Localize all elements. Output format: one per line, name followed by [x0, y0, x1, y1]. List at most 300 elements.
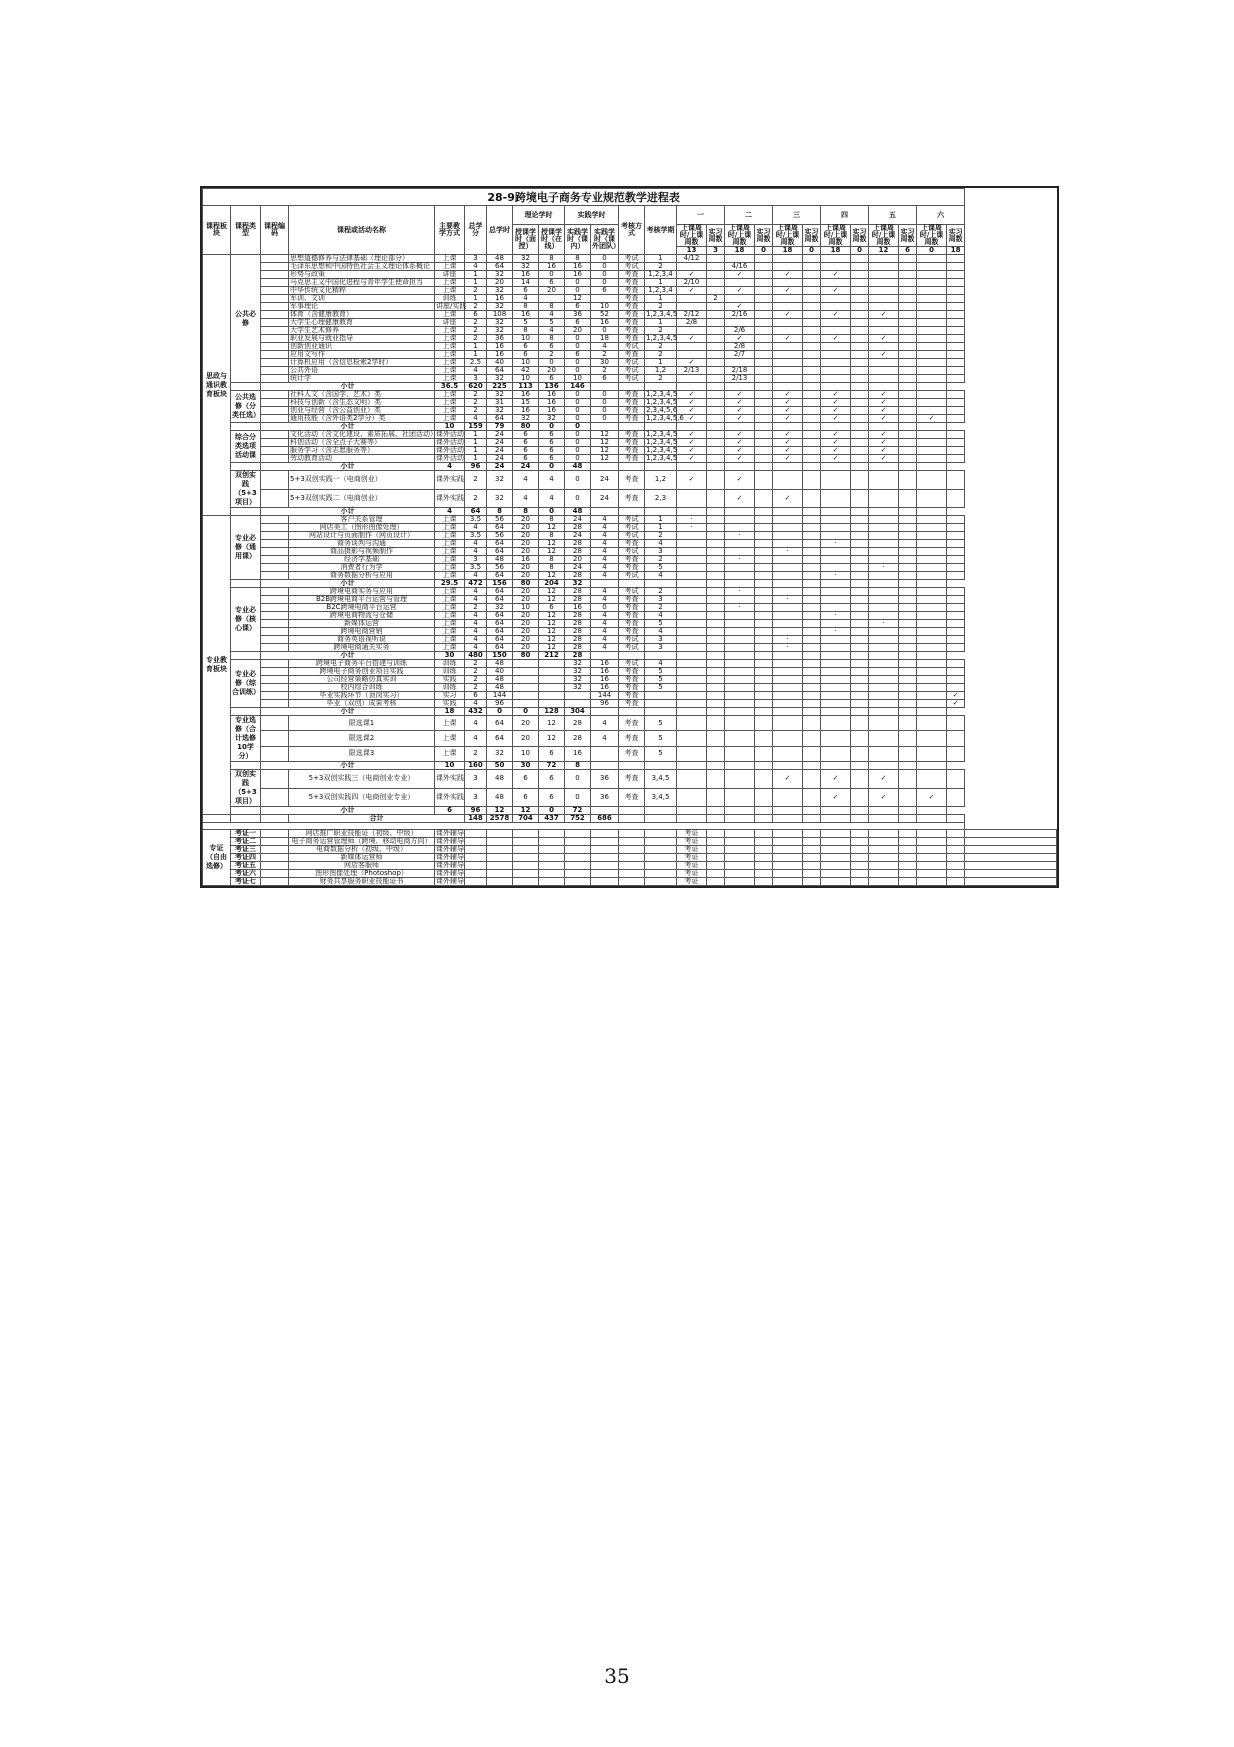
course-value: [851, 770, 869, 789]
course-value: [947, 303, 965, 311]
course-value: [821, 367, 851, 375]
course-value: [821, 548, 851, 556]
empty-cell: [707, 807, 725, 815]
header-intern-weeks: 实习周数: [755, 225, 773, 247]
course-value: 4: [591, 588, 619, 596]
empty-cell: [645, 862, 677, 870]
empty-cell: [465, 838, 487, 846]
course-value: 上课: [435, 564, 465, 572]
subtotal-value: 472: [465, 580, 487, 588]
course-value: 1,2,3,4,5: [646, 398, 678, 406]
empty-cell: [465, 846, 487, 854]
course-value: [803, 415, 821, 423]
course-value: 16: [539, 263, 565, 271]
course-value: ✓: [725, 303, 755, 311]
course-value: [899, 628, 917, 636]
course-value: 48: [487, 770, 513, 789]
header-term: 一: [677, 206, 725, 225]
course-name: 计算机应用（含信息检索2学时）: [289, 359, 435, 367]
empty-cell: [899, 830, 917, 838]
course-name: 跨境电商营销: [289, 628, 435, 636]
course-value: ✓: [677, 271, 707, 279]
empty-cell: [803, 846, 821, 854]
course-value: [725, 746, 755, 761]
course-value: 64: [487, 588, 513, 596]
course-value: [851, 391, 869, 399]
course-value: [851, 620, 869, 628]
header-theory-face: 授课学时（面授）: [513, 225, 539, 255]
header-term: 三: [773, 206, 821, 225]
course-value: 上课: [435, 263, 465, 271]
course-value: 32: [513, 255, 539, 263]
empty-cell: [755, 423, 773, 431]
header-term: 五: [869, 206, 917, 225]
cert-row: [203, 878, 1057, 886]
course-value: ✓: [725, 271, 755, 279]
empty-cell: [707, 762, 725, 770]
course-code: [261, 516, 289, 524]
course-value: [947, 770, 965, 789]
course-code: [261, 596, 289, 604]
course-value: ✓: [677, 471, 707, 490]
course-value: [869, 572, 899, 580]
course-value: 上课: [435, 407, 465, 415]
course-value: [899, 351, 917, 359]
course-value: [869, 263, 899, 271]
course-value: [677, 556, 707, 564]
course-value: [947, 311, 965, 319]
course-value: 0: [565, 788, 591, 807]
empty-cell: [755, 762, 773, 770]
empty-cell: [539, 838, 565, 846]
course-value: [707, 524, 725, 532]
empty-cell: [821, 838, 851, 846]
course-value: 6: [539, 746, 565, 761]
course-value: 48: [487, 788, 513, 807]
empty-cell: [465, 862, 487, 870]
course-value: [725, 676, 755, 684]
course-value: [869, 716, 899, 731]
course-value: ✓: [725, 447, 755, 455]
course-value: 52: [591, 311, 619, 319]
course-value: ✓: [725, 471, 755, 490]
course-value: [707, 359, 725, 367]
course-value: [755, 471, 773, 490]
course-value: 考试: [619, 263, 645, 271]
course-value: [707, 644, 725, 652]
course-value: [947, 415, 965, 423]
course-value: 0: [565, 447, 591, 455]
course-value: [803, 770, 821, 789]
course-value: 4: [465, 636, 487, 644]
empty-cell: [947, 815, 965, 823]
course-value: 3,4,5: [645, 788, 677, 807]
course-value: [755, 303, 773, 311]
empty-cell: [851, 854, 869, 862]
course-value: [803, 700, 821, 708]
course-value: [725, 692, 755, 700]
course-name: 创新创业通识: [289, 343, 435, 351]
course-value: 课外活动: [436, 430, 464, 438]
course-value: [707, 335, 725, 343]
course-value: 4: [465, 524, 487, 532]
course-value: 10: [565, 375, 591, 383]
course-value: 24: [487, 447, 513, 455]
course-code: [261, 572, 289, 580]
course-value: 5: [539, 319, 565, 327]
course-value: [917, 359, 947, 367]
course-value: ✓: [725, 431, 755, 439]
course-value: 6: [465, 311, 487, 319]
course-value: [869, 700, 899, 708]
empty-cell: [707, 383, 725, 391]
course-value: 56: [487, 564, 513, 572]
course-value: [821, 351, 851, 359]
course-value: ·: [821, 612, 851, 620]
course-value: 64: [487, 628, 513, 636]
course-value: 5: [645, 668, 677, 676]
course-value: 20: [513, 644, 539, 652]
header-name: 课程或活动名称: [289, 206, 435, 255]
course-value: [707, 676, 725, 684]
course-value: [773, 319, 803, 327]
empty-cell: [677, 652, 707, 660]
empty-cell: [725, 708, 755, 716]
header-practice: 实践学时: [565, 206, 619, 225]
course-value: 2,3,4,5,6: [646, 406, 678, 414]
empty-cell: [707, 815, 725, 823]
course-value: 96: [487, 700, 513, 708]
course-value: 0: [591, 271, 619, 279]
course-value: [755, 279, 773, 287]
header-week-count: 12: [869, 247, 899, 255]
course-value: [899, 359, 917, 367]
course-value: 2: [645, 303, 677, 311]
course-value: 32: [487, 271, 513, 279]
empty-cell: [725, 870, 755, 878]
cert-type: 考证二: [231, 838, 261, 846]
course-value: [773, 351, 803, 359]
course-value: ✓: [821, 391, 851, 399]
empty-cell: [645, 807, 677, 815]
course-value: ✓: [725, 489, 755, 508]
course-value: 2: [539, 351, 565, 359]
empty-cell: [539, 878, 565, 886]
cert-type: 考证五: [231, 862, 261, 870]
course-value: 56: [487, 532, 513, 540]
cert-exam: 考证: [677, 854, 707, 862]
course-value: [899, 746, 917, 761]
course-value: [755, 311, 773, 319]
course-value: 上课: [435, 556, 465, 564]
course-value: [947, 359, 965, 367]
subtotal-value: 10: [435, 762, 465, 770]
empty-cell: [869, 846, 899, 854]
course-value: ·: [821, 540, 851, 548]
course-code: [261, 311, 289, 319]
course-value: ✓: [821, 447, 851, 455]
empty-cell: [821, 862, 851, 870]
course-value: 6: [591, 287, 619, 295]
subtotal-label: 小计: [261, 508, 435, 516]
course-value: 20: [513, 596, 539, 604]
course-value: 12: [539, 620, 565, 628]
course-value: [917, 471, 947, 490]
course-value: [821, 359, 851, 367]
course-value: [707, 439, 725, 447]
header-theory: 理论学时: [513, 206, 565, 225]
course-value: [707, 692, 725, 700]
cert-name: 网店客服师: [289, 862, 435, 870]
course-code: [261, 407, 289, 415]
course-value: [803, 731, 821, 746]
course-value: ✓: [677, 399, 707, 407]
course-value: 实习: [435, 692, 465, 700]
empty-cell: [487, 854, 513, 862]
course-value: [755, 399, 773, 407]
course-type-label: 专业必修（通用课）: [231, 516, 261, 580]
course-value: [707, 548, 725, 556]
course-value: 4: [591, 572, 619, 580]
empty-cell: [619, 807, 645, 815]
course-value: 4: [465, 700, 487, 708]
course-value: 12: [539, 524, 565, 532]
course-value: [869, 540, 899, 548]
course-value: [899, 471, 917, 490]
course-code: [261, 878, 289, 886]
course-value: 考试: [619, 588, 645, 596]
subtotal-value: 159: [465, 423, 487, 431]
cert-method: 课外辅导: [436, 869, 464, 877]
course-value: 训练: [435, 660, 465, 668]
course-value: ✓: [869, 788, 899, 807]
course-value: ✓: [725, 399, 755, 407]
course-value: [803, 588, 821, 596]
cert-row: [203, 846, 1057, 854]
empty-cell: [899, 708, 917, 716]
course-value: 上课: [435, 343, 465, 351]
course-value: 上课: [435, 375, 465, 383]
course-value: [513, 668, 539, 676]
course-type-label: 专业必修（综合训练）: [231, 660, 261, 708]
course-value: [917, 367, 947, 375]
course-value: 考查: [619, 612, 645, 620]
course-value: [947, 279, 965, 287]
empty-cell: [821, 815, 851, 823]
course-value: [899, 455, 917, 463]
course-value: [917, 540, 947, 548]
course-value: 5: [513, 319, 539, 327]
course-code: [261, 854, 289, 862]
course-code: [231, 652, 261, 660]
course-value: 0: [565, 431, 591, 439]
course-value: [755, 588, 773, 596]
course-value: 2: [465, 684, 487, 692]
course-value: [899, 540, 917, 548]
course-value: 4: [645, 612, 677, 620]
course-value: [725, 668, 755, 676]
subtotal-value: 4: [435, 463, 465, 471]
subtotal-value: 12: [487, 807, 513, 815]
course-value: 上课: [435, 287, 465, 295]
course-value: 课外活动: [436, 446, 464, 454]
course-value: [851, 287, 869, 295]
course-value: [851, 303, 869, 311]
empty-cell: [755, 463, 773, 471]
table-row: [203, 731, 1057, 746]
course-value: ✓: [677, 447, 707, 455]
course-value: [755, 612, 773, 620]
course-value: [869, 271, 899, 279]
header-week-count: 0: [851, 247, 869, 255]
empty-cell: [821, 870, 851, 878]
course-value: 2: [465, 319, 487, 327]
course-value: [851, 604, 869, 612]
course-value: 1: [645, 359, 677, 367]
header-practice-outclass: 实践学时（课外团队）: [591, 225, 619, 255]
course-value: [677, 676, 707, 684]
course-value: [899, 532, 917, 540]
subtotal-label: 小计: [261, 762, 435, 770]
empty-cell: [755, 815, 773, 823]
course-value: [917, 556, 947, 564]
empty-cell: [869, 580, 899, 588]
course-value: [851, 367, 869, 375]
empty-cell: [773, 463, 803, 471]
header-method: 主要教学方式: [435, 206, 465, 255]
course-value: 上课: [435, 548, 465, 556]
course-value: 1: [645, 279, 677, 287]
header-term: 二: [725, 206, 773, 225]
course-name: 5+3双创实践四（电商创业专业）: [289, 788, 435, 807]
course-value: [755, 770, 773, 789]
course-value: [869, 731, 899, 746]
empty-cell: [869, 463, 899, 471]
course-value: [773, 343, 803, 351]
course-value: 20: [513, 716, 539, 731]
course-value: 2/6: [725, 327, 755, 335]
course-value: 2: [645, 263, 677, 271]
course-code: [231, 423, 261, 431]
course-value: ✓: [821, 431, 851, 439]
course-value: 6: [539, 788, 565, 807]
course-value: 0: [565, 399, 591, 407]
empty-cell: [917, 815, 947, 823]
course-value: 12: [539, 548, 565, 556]
course-value: [899, 391, 917, 399]
course-value: ✓: [677, 359, 707, 367]
course-value: ✓: [725, 455, 755, 463]
subtotal-value: 0: [487, 708, 513, 716]
course-value: 2: [465, 407, 487, 415]
course-value: 20: [539, 287, 565, 295]
course-value: 训练: [435, 295, 465, 303]
course-value: 64: [487, 716, 513, 731]
course-value: 2: [465, 676, 487, 684]
course-value: 2: [645, 343, 677, 351]
course-value: [917, 391, 947, 399]
course-code: [261, 770, 289, 789]
empty-cell: [869, 762, 899, 770]
course-value: [803, 391, 821, 399]
course-value: [803, 279, 821, 287]
table-row: [203, 770, 1057, 789]
course-value: 32: [487, 375, 513, 383]
course-value: [803, 343, 821, 351]
empty-cell: [803, 815, 821, 823]
course-value: 144: [487, 692, 513, 700]
course-value: [773, 660, 803, 668]
empty-cell: [917, 652, 947, 660]
subtotal-value: 96: [465, 807, 487, 815]
subtotal-value: 0: [539, 423, 565, 431]
course-value: 2: [465, 399, 487, 407]
course-value: 4: [645, 572, 677, 580]
course-value: 16: [591, 660, 619, 668]
grand-total-value: 2578: [487, 815, 513, 823]
subtotal-value: 113: [513, 383, 539, 391]
course-code: [261, 731, 289, 746]
empty-cell: [539, 846, 565, 854]
course-value: 32: [487, 303, 513, 311]
course-value: 4: [591, 564, 619, 572]
course-value: ✓: [677, 407, 707, 415]
course-value: [869, 489, 899, 508]
empty-cell: [487, 846, 513, 854]
course-value: 4: [591, 343, 619, 351]
course-code: [261, 870, 289, 878]
course-value: [707, 303, 725, 311]
course-value: ✓: [677, 455, 707, 463]
course-value: 12: [539, 716, 565, 731]
block-label: 专业教育板块: [203, 516, 231, 815]
course-value: [755, 692, 773, 700]
subtotal-label: 小计: [261, 423, 435, 431]
empty-cell: [565, 862, 591, 870]
course-value: 1,2,3,4,5: [646, 430, 678, 438]
course-value: 3: [645, 596, 677, 604]
empty-cell: [899, 846, 917, 854]
course-value: [869, 255, 899, 263]
header-intern-weeks: 实习周数: [707, 225, 725, 247]
table-title: 28-9跨境电子商务专业规范教学进程表: [203, 189, 965, 206]
course-value: [707, 660, 725, 668]
course-value: 6: [539, 439, 565, 447]
course-value: ✓: [869, 447, 899, 455]
course-value: [707, 731, 725, 746]
course-value: [899, 489, 917, 508]
course-value: [899, 335, 917, 343]
empty-cell: [465, 878, 487, 886]
course-value: 2/8: [677, 319, 707, 327]
course-name: 毕业（双创）成果考核: [289, 700, 435, 708]
course-value: 20: [513, 636, 539, 644]
course-value: 8: [539, 532, 565, 540]
course-value: 12: [539, 572, 565, 580]
course-value: 16: [565, 746, 591, 761]
course-value: 20: [513, 588, 539, 596]
course-value: [755, 271, 773, 279]
course-value: ·: [773, 636, 803, 644]
subtotal-value: 128: [539, 708, 565, 716]
subtotal-value: 28: [565, 652, 591, 660]
course-value: 0: [591, 399, 619, 407]
empty-cell: [565, 854, 591, 862]
course-value: 考查: [619, 628, 645, 636]
course-value: 考查: [619, 668, 645, 676]
course-value: 32: [565, 684, 591, 692]
table-row: [203, 644, 1057, 652]
